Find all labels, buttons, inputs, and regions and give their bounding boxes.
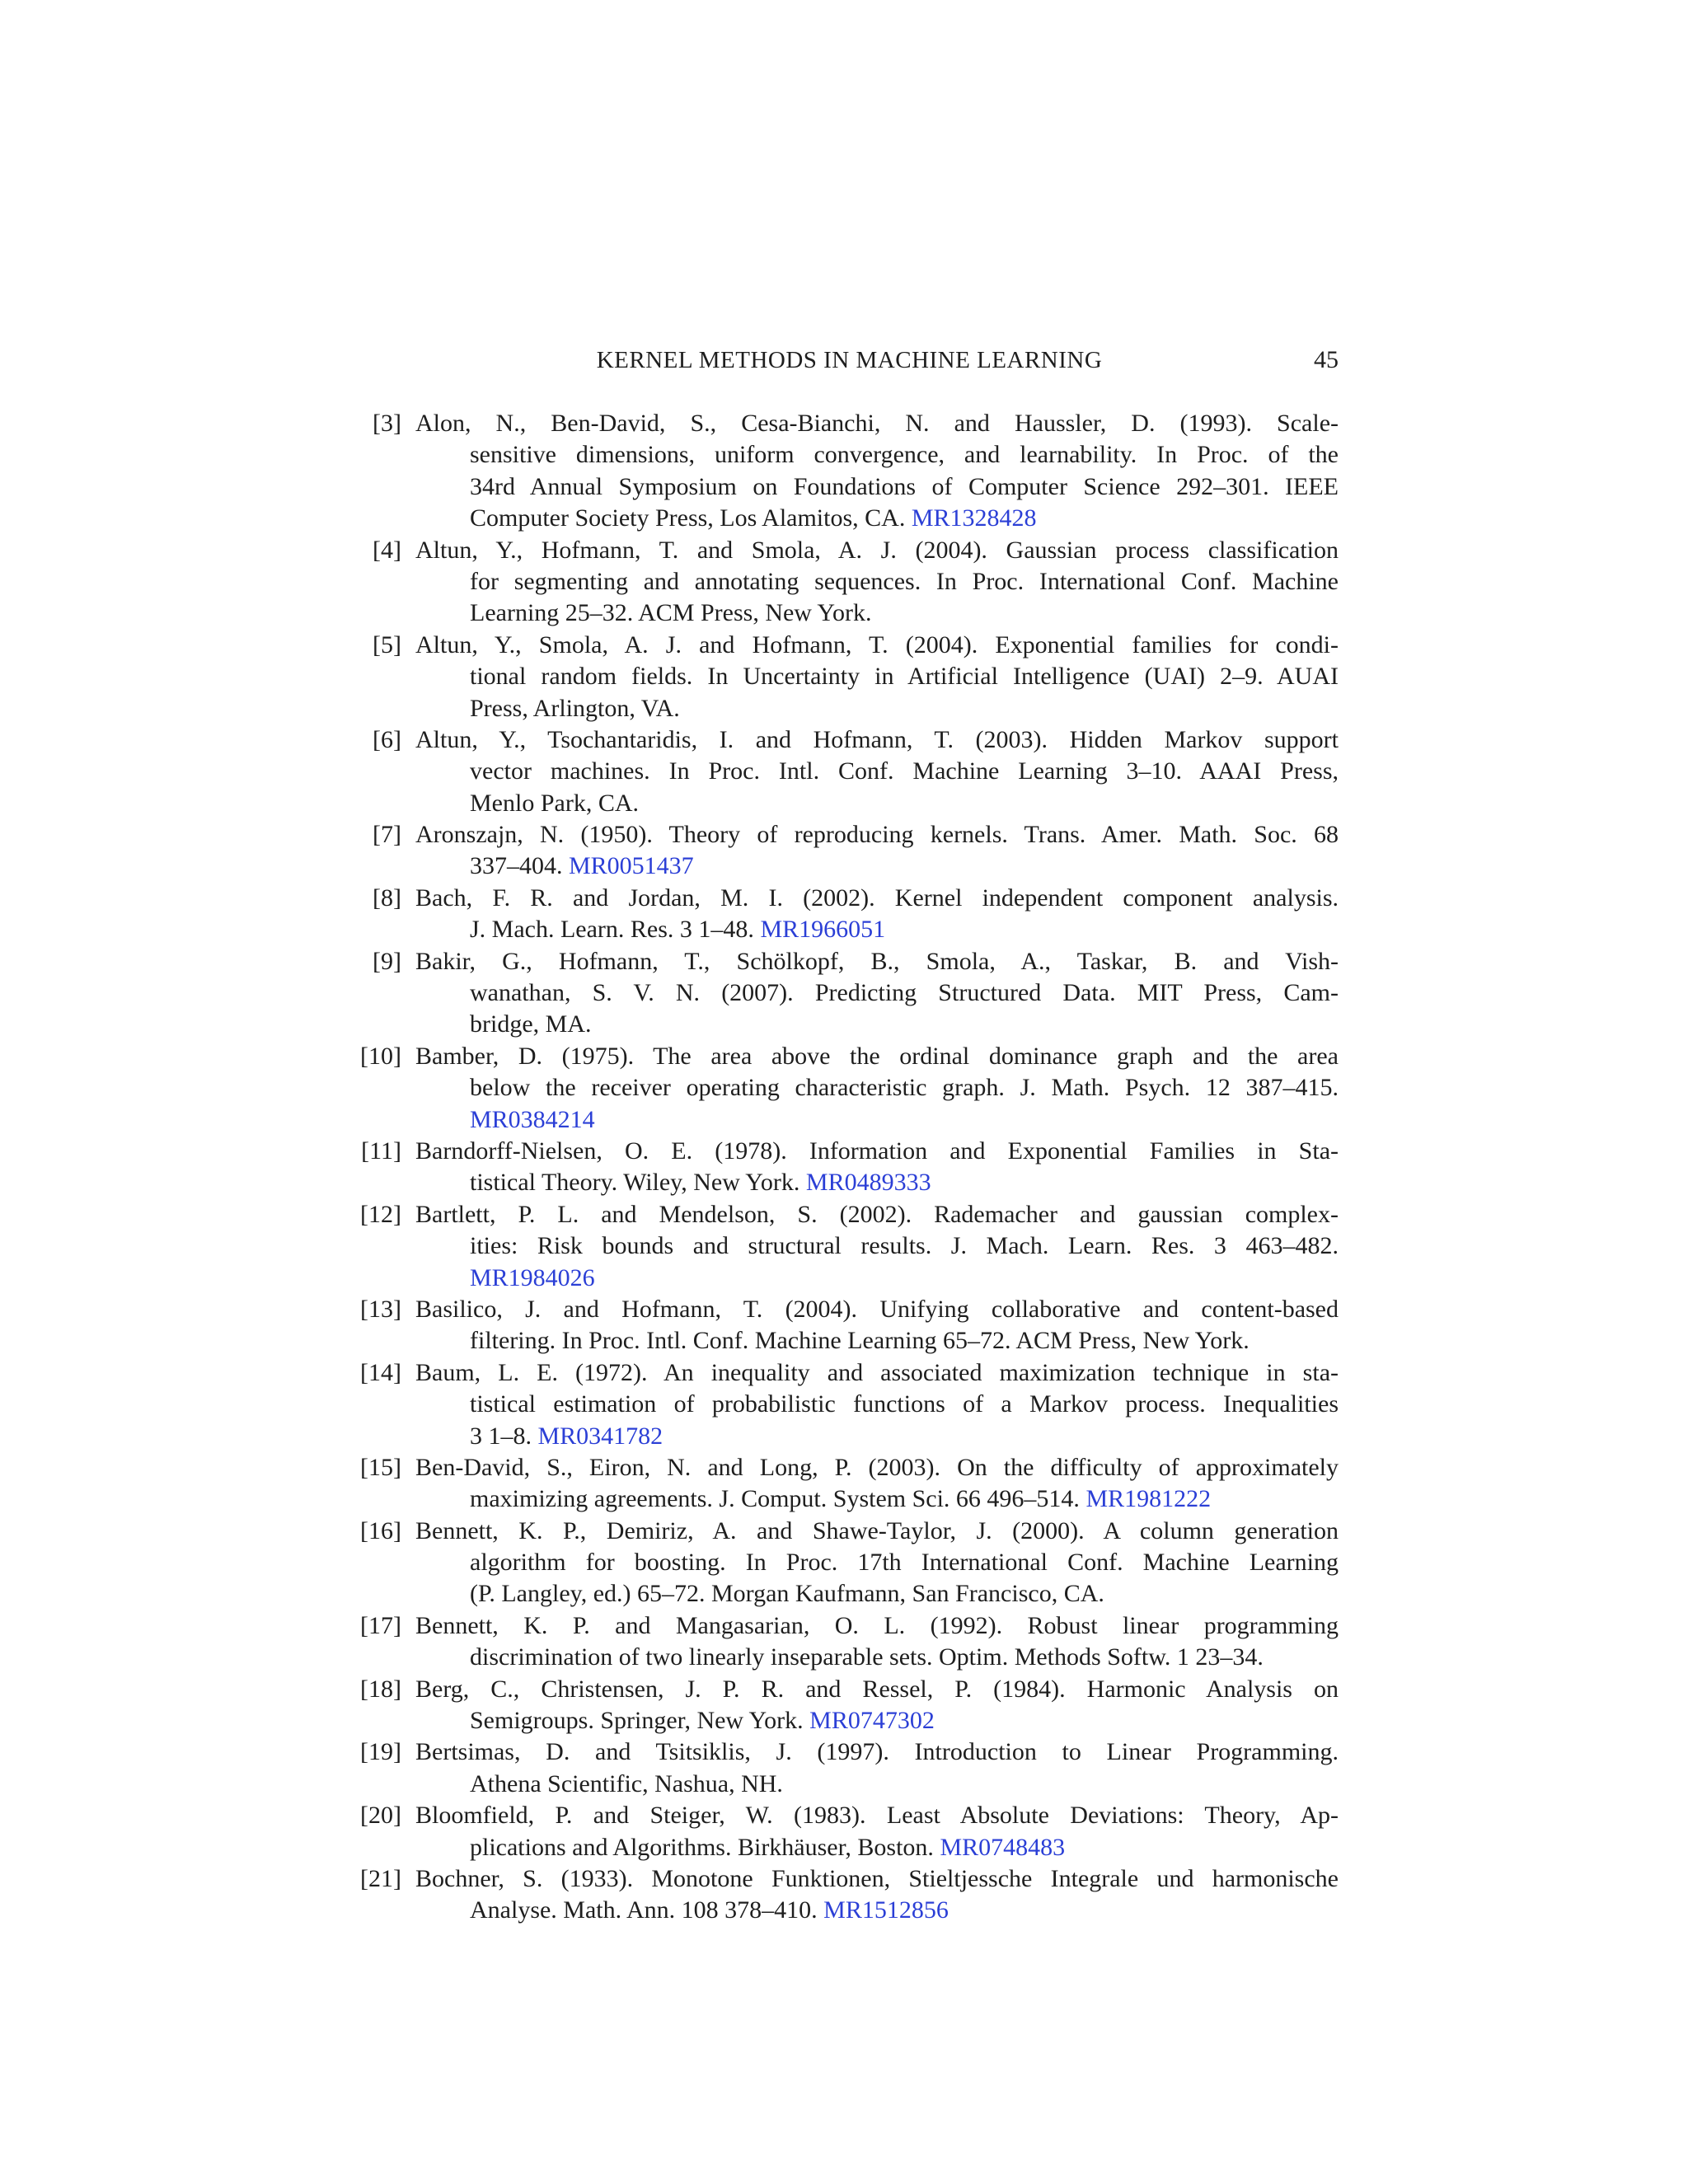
reference-line (470, 566, 1339, 598)
reference-number: [19] (360, 1738, 401, 1766)
reference-line (415, 630, 1339, 661)
reference-number: [13] (360, 1295, 401, 1323)
reference-line (470, 1009, 1339, 1040)
reference-line (470, 439, 1339, 471)
reference-entry (360, 1199, 1339, 1294)
reference-line-text: Press, Arlington, VA. (470, 694, 680, 722)
reference-entry (360, 408, 1339, 535)
reference-line-text: Bennett, K. P. and Mangasarian, O. L. (1992). Robust linear programming (415, 1611, 1339, 1639)
reference-line-text: (P. Langley, ed.) 65–72. Morgan Kaufmann, San Francisco, CA. (470, 1580, 1104, 1608)
reference-text (415, 1516, 1339, 1610)
reference-line (415, 1674, 1339, 1705)
reference-line-text: tistical Theory. Wiley, New York. (470, 1169, 800, 1197)
reference-entry (360, 946, 1339, 1041)
reference-text (415, 1800, 1339, 1863)
reference-line-text: for segmenting and annotating sequences. In Proc. International Conf. Machine (470, 567, 1339, 595)
reference-line (415, 535, 1339, 566)
reference-line (470, 1421, 1339, 1452)
reference-text (415, 1674, 1339, 1737)
reference-line-text: wanathan, S. V. N. (2007). Predicting Structured Data. MIT Press, Cam- (470, 979, 1339, 1007)
reference-line-text: Bartlett, P. L. and Mendelson, S. (2002). Rademacher and gaussian complex- (415, 1200, 1339, 1228)
reference-text (415, 1041, 1339, 1136)
reference-line (415, 1041, 1339, 1072)
reference-entry (360, 1294, 1339, 1357)
reference-line (470, 1104, 1339, 1136)
reference-line-text: 34rd Annual Symposium on Foundations of Computer Science 292–301. IEEE (470, 472, 1339, 500)
reference-entry (360, 883, 1339, 946)
reference-line-text: Altun, Y., Smola, A. J. and Hofmann, T. (2004). Exponential families for condi- (415, 630, 1339, 658)
page-header (360, 344, 1339, 377)
reference-line-text: tional random fields. In Uncertainty in Artificial Intelligence (UAI) 2–9. AUAI (470, 663, 1339, 691)
reference-text (415, 883, 1339, 946)
mr-link[interactable]: MR1512856 (823, 1896, 949, 1924)
reference-line-text: Bennett, K. P., Demiriz, A. and Shawe-Taylor, J. (2000). A column generation (415, 1516, 1339, 1544)
reference-entry (360, 724, 1339, 819)
mr-link[interactable]: MR0341782 (537, 1422, 663, 1450)
reference-line (415, 1136, 1339, 1167)
reference-entry (360, 1357, 1339, 1452)
reference-line-text: Learning 25–32. ACM Press, New York. (470, 599, 872, 627)
reference-line-text: Analyse. Math. Ann. 108 378–410. (470, 1896, 818, 1924)
reference-number: [14] (360, 1358, 401, 1386)
reference-line (415, 946, 1339, 977)
reference-number: [6] (373, 725, 401, 753)
running-title: KERNEL METHODS IN MACHINE LEARNING (596, 347, 1103, 373)
reference-line-text: Altun, Y., Tsochantaridis, I. and Hofmann, T. (2003). Hidden Markov support (415, 725, 1339, 753)
mr-link[interactable]: MR0384214 (470, 1105, 595, 1133)
reference-line (470, 977, 1339, 1009)
reference-entry (360, 1610, 1339, 1674)
reference-number: [5] (373, 630, 401, 658)
mr-link[interactable]: MR1981222 (1085, 1485, 1212, 1513)
reference-line (470, 1263, 1339, 1294)
reference-line (415, 883, 1339, 914)
reference-line (470, 756, 1339, 787)
reference-line-text: Altun, Y., Hofmann, T. and Smola, A. J. (2004). Gaussian process classification (415, 536, 1339, 564)
mr-link[interactable]: MR0748483 (940, 1833, 1066, 1861)
reference-text (415, 535, 1339, 630)
reference-line-text: maximizing agreements. J. Comput. System Sci. 66 496–514. (470, 1485, 1080, 1513)
reference-line-text: Baum, L. E. (1972). An inequality and associated maximization technique in sta- (415, 1358, 1339, 1386)
reference-line (470, 1705, 1339, 1736)
reference-entry (360, 1452, 1339, 1516)
reference-text (415, 1863, 1339, 1927)
reference-line-text: Barndorff-Nielsen, O. E. (1978). Information and Exponential Families in Sta- (415, 1137, 1339, 1165)
reference-number: [7] (373, 821, 401, 849)
reference-line (470, 1325, 1339, 1357)
reference-entry (360, 630, 1339, 724)
reference-line (415, 1452, 1339, 1483)
reference-line-text: Athena Scientific, Nashua, NH. (470, 1769, 783, 1797)
reference-line (470, 1832, 1339, 1863)
reference-number: [21] (360, 1864, 401, 1892)
reference-text (415, 1610, 1339, 1674)
reference-line-text: ities: Risk bounds and structural results. J. Mach. Learn. Res. 3 463–482. (470, 1232, 1339, 1260)
reference-line (470, 788, 1339, 819)
reference-entry (360, 1136, 1339, 1199)
reference-line (415, 1736, 1339, 1768)
reference-line (415, 1800, 1339, 1831)
reference-entry (360, 1800, 1339, 1863)
reference-line (470, 1483, 1339, 1515)
reference-text (415, 630, 1339, 724)
reference-line-text: Basilico, J. and Hofmann, T. (2004). Unifying collaborative and content-based (415, 1295, 1339, 1323)
reference-line-text: Aronszajn, N. (1950). Theory of reproducing kernels. Trans. Amer. Math. Soc. 68 (415, 821, 1339, 849)
reference-line (415, 819, 1339, 851)
reference-line (470, 1769, 1339, 1800)
reference-line (415, 408, 1339, 439)
reference-line-text: Ben-David, S., Eiron, N. and Long, P. (2003). On the difficulty of approximately (415, 1453, 1339, 1481)
reference-line-text: sensitive dimensions, uniform convergence, and learnability. In Proc. of the (470, 441, 1339, 469)
reference-line-text: plications and Algorithms. Birkhäuser, Boston. (470, 1833, 934, 1861)
reference-line (415, 1199, 1339, 1230)
mr-link[interactable]: MR0747302 (809, 1707, 935, 1735)
reference-line-text: Computer Society Press, Los Alamitos, CA. (470, 504, 906, 532)
reference-list (360, 408, 1339, 1927)
reference-line-text: Bertsimas, D. and Tsitsiklis, J. (1997). Introduction to Linear Programming. (415, 1738, 1339, 1766)
reference-entry (360, 1516, 1339, 1610)
reference-line-text: 3 1–8. (470, 1422, 532, 1450)
reference-line-text: Menlo Park, CA. (470, 789, 639, 817)
reference-line-text: Bochner, S. (1933). Monotone Funktionen, Stieltjessche Integrale und harmonische (415, 1864, 1339, 1892)
mr-link[interactable]: MR0051437 (569, 852, 694, 880)
reference-line (415, 1516, 1339, 1547)
reference-line-text: vector machines. In Proc. Intl. Conf. Machine Learning 3–10. AAAI Press, (470, 757, 1339, 785)
reference-line (470, 693, 1339, 724)
reference-line (415, 724, 1339, 756)
mr-link[interactable]: MR0489333 (805, 1169, 931, 1197)
reference-number: [8] (373, 883, 401, 912)
reference-line-text: Semigroups. Springer, New York. (470, 1707, 804, 1735)
reference-text (415, 1199, 1339, 1294)
reference-text (415, 946, 1339, 1041)
reference-line-text: bridge, MA. (470, 1010, 592, 1038)
reference-line (470, 503, 1339, 534)
reference-line-text: tistical estimation of probabilistic functions of a Markov process. Inequalities (470, 1390, 1339, 1418)
reference-line (470, 661, 1339, 692)
reference-line-text: J. Mach. Learn. Res. 3 1–48. (470, 916, 754, 944)
reference-line-text: filtering. In Proc. Intl. Conf. Machine Learning 65–72. ACM Press, New York. (470, 1327, 1250, 1355)
reference-line-text: Berg, C., Christensen, J. P. R. and Ressel, P. (1984). Harmonic Analysis on (415, 1675, 1339, 1703)
reference-text (415, 1136, 1339, 1199)
reference-text (415, 724, 1339, 819)
reference-line-text: Alon, N., Ben-David, S., Cesa-Bianchi, N. and Haussler, D. (1993). Scale- (415, 410, 1339, 437)
reference-line-text: Bach, F. R. and Jordan, M. I. (2002). Kernel independent component analysis. (415, 883, 1339, 912)
reference-text (415, 408, 1339, 535)
reference-line (415, 1294, 1339, 1325)
reference-line (470, 1389, 1339, 1420)
mr-link[interactable]: MR1966051 (760, 916, 886, 944)
reference-text (415, 819, 1339, 883)
reference-line-text: 337–404. (470, 852, 563, 880)
reference-number: [11] (361, 1137, 401, 1165)
reference-line-text: algorithm for boosting. In Proc. 17th International Conf. Machine Learning (470, 1549, 1339, 1577)
reference-number: [17] (360, 1611, 401, 1639)
reference-line-text: discrimination of two linearly inseparable sets. Optim. Methods Softw. 1 23–34. (470, 1643, 1264, 1671)
reference-line (470, 851, 1339, 882)
reference-text (415, 1736, 1339, 1800)
reference-line (470, 598, 1339, 629)
reference-number: [15] (360, 1453, 401, 1481)
reference-line (415, 1863, 1339, 1895)
reference-entry (360, 1041, 1339, 1136)
mr-link[interactable]: MR1328428 (911, 504, 1037, 532)
reference-line (470, 471, 1339, 503)
reference-entry (360, 1736, 1339, 1800)
reference-text (415, 1357, 1339, 1452)
reference-text (415, 1294, 1339, 1357)
reference-entry (360, 1863, 1339, 1927)
reference-number: [20] (360, 1802, 401, 1830)
reference-line (470, 1167, 1339, 1198)
reference-line (415, 1357, 1339, 1389)
reference-text (415, 1452, 1339, 1516)
reference-line (470, 1895, 1339, 1926)
reference-line-text: Bakir, G., Hofmann, T., Schölkopf, B., Smola, A., Taskar, B. and Vish- (415, 947, 1339, 975)
reference-entry (360, 819, 1339, 883)
reference-number: [16] (360, 1516, 401, 1544)
reference-number: [12] (360, 1200, 401, 1228)
reference-line (470, 1547, 1339, 1578)
mr-link[interactable]: MR1984026 (470, 1263, 595, 1291)
reference-line (470, 1642, 1339, 1673)
reference-number: [4] (373, 536, 401, 564)
reference-number: [3] (373, 410, 401, 437)
reference-entry (360, 535, 1339, 630)
reference-number: [10] (360, 1042, 401, 1070)
reference-entry (360, 1674, 1339, 1737)
reference-line-text: Bloomfield, P. and Steiger, W. (1983). Least Absolute Deviations: Theory, Ap- (415, 1802, 1339, 1830)
reference-number: [9] (373, 947, 401, 975)
reference-line (415, 1610, 1339, 1642)
reference-number: [18] (360, 1675, 401, 1703)
reference-line (470, 1578, 1339, 1610)
reference-line-text: below the receiver operating characteristic graph. J. Math. Psych. 12 387–415. (470, 1074, 1339, 1102)
reference-line-text: Bamber, D. (1975). The area above the ordinal dominance graph and the area (415, 1042, 1339, 1070)
reference-line (470, 914, 1339, 945)
reference-line (470, 1072, 1339, 1104)
reference-line (470, 1230, 1339, 1262)
page-number: 45 (1314, 346, 1339, 373)
